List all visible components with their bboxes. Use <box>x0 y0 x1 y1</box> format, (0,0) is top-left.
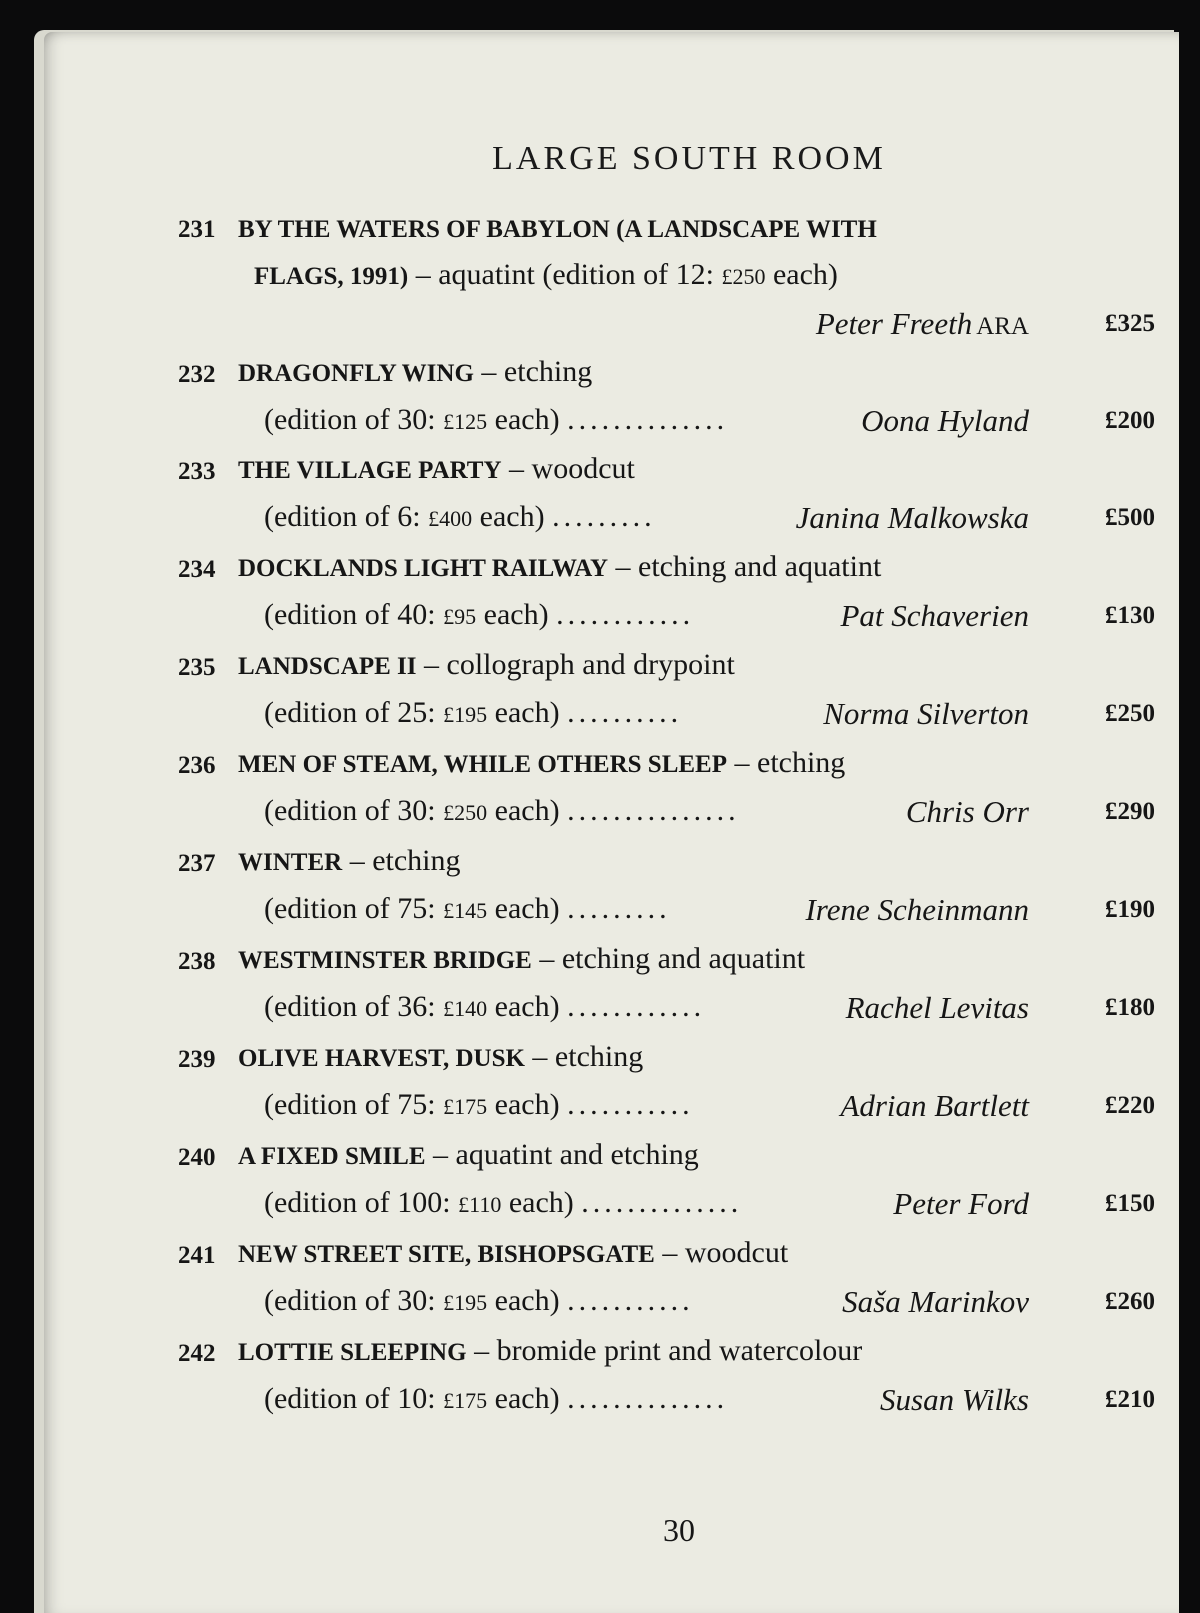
edition-price: £175 <box>443 1388 488 1413</box>
artist-name: Pat Schaverien <box>840 598 1029 633</box>
each-label: each) <box>494 892 560 925</box>
entry-medium: aquatint and etching <box>455 1138 699 1171</box>
edition-price: £175 <box>443 1094 488 1119</box>
dot-leader: .............. <box>567 1382 729 1415</box>
entry-number: 240 <box>178 1144 216 1171</box>
artist-name: Peter Freeth <box>815 306 973 341</box>
artist-name: Irene Scheinmann <box>805 892 1029 927</box>
edition-label: (edition of 100: <box>264 1186 451 1219</box>
edition-label: (edition of 30: <box>264 794 436 827</box>
entry-title: LANDSCAPE II <box>238 653 417 680</box>
entry-title: THE VILLAGE PARTY <box>238 457 502 484</box>
entry-price: £150 <box>1105 1190 1155 1217</box>
entry-title: OLIVE HARVEST, DUSK <box>238 1045 525 1072</box>
entry-title: NEW STREET SITE, BISHOPSGATE <box>238 1241 655 1268</box>
each-label: each) <box>508 1186 574 1219</box>
edition-price: £125 <box>443 409 488 434</box>
edition-price: £95 <box>443 604 477 629</box>
edition-price: £140 <box>443 996 488 1021</box>
each-label: each) <box>494 1284 560 1317</box>
entry-title-continued: FLAGS, 1991) <box>254 263 409 290</box>
entry-title: BY THE WATERS OF BABYLON (A LANDSCAPE WITH <box>238 216 877 243</box>
each-label: each) <box>483 598 549 631</box>
entry-title: WESTMINSTER BRIDGE <box>238 947 532 974</box>
entry-medium: woodcut <box>684 1236 789 1269</box>
artist-name: Susan Wilks <box>880 1382 1029 1417</box>
catalogue-entry: 233 THE VILLAGE PARTY – woodcut (edition of 6: £400 each) ......... Janina Malkowska £500 <box>178 452 1155 535</box>
entry-title: DRAGONFLY WING <box>238 360 474 387</box>
each-label: each) <box>494 1088 560 1121</box>
entry-price: £260 <box>1105 1288 1155 1315</box>
entry-artist <box>816 306 1029 342</box>
entry-price: £210 <box>1105 1386 1155 1413</box>
entry-medium: etching and aquatint <box>561 942 806 975</box>
entry-number: 231 <box>178 216 216 243</box>
edition-price: £400 <box>428 506 473 531</box>
dot-leader: ........... <box>567 1284 694 1317</box>
artist-suffix: ARA <box>976 313 1029 340</box>
dot-leader: ............... <box>567 794 740 827</box>
entry-number: 242 <box>178 1340 216 1367</box>
entry-medium: etching <box>372 844 461 877</box>
catalogue-entry: 242 LOTTIE SLEEPING – bromide print and watercolour (edition of 10: £175 each) .............. Susan Wilks £210 <box>178 1334 1155 1417</box>
dot-leader: ............ <box>567 990 706 1023</box>
entry-number: 235 <box>178 654 216 681</box>
entry-price: £250 <box>1105 700 1155 727</box>
entry-number: 236 <box>178 752 216 779</box>
dot-leader: ......... <box>552 500 656 533</box>
entry-number: 233 <box>178 458 216 485</box>
entry-price: £190 <box>1105 896 1155 923</box>
dot-leader: ............ <box>556 598 695 631</box>
edition-price: £250 <box>443 800 488 825</box>
edition-price: £145 <box>443 898 488 923</box>
entry-detail: FLAGS, 1991) – aquatint (edition of 12: £250 each) <box>254 258 838 291</box>
entry-price: £220 <box>1105 1092 1155 1119</box>
catalogue-entry: 234 DOCKLANDS LIGHT RAILWAY – etching and aquatint (edition of 40: £95 each) ............ Pat Schaverien £130 <box>178 550 1155 633</box>
page-number: 30 <box>663 1512 695 1548</box>
each-label: each) <box>494 794 560 827</box>
edition-label: (edition of 6: <box>264 500 421 533</box>
edition-label: (edition of 75: <box>264 892 436 925</box>
dot-leader: .......... <box>567 696 683 729</box>
each-label: each) <box>479 500 545 533</box>
artist-name: Janina Malkowska <box>795 500 1029 535</box>
entry-medium: bromide print and watercolour <box>496 1334 863 1367</box>
each-label: each) <box>772 258 838 291</box>
catalogue-entry: 239 OLIVE HARVEST, DUSK – etching (edition of 75: £175 each) ........... Adrian Bartlett £220 <box>178 1040 1155 1123</box>
catalogue-entry: 236 MEN OF STEAM, WHILE OTHERS SLEEP – etching (edition of 30: £250 each) ............... Chris Orr £290 <box>178 746 1155 829</box>
each-label: each) <box>494 1382 560 1415</box>
entry-price: £180 <box>1105 994 1155 1021</box>
entry-medium: aquatint (edition of 12: <box>438 258 714 291</box>
catalogue-entry: 240 A FIXED SMILE – aquatint and etching (edition of 100: £110 each) .............. Peter Ford £150 <box>178 1138 1155 1221</box>
edition-label: (edition of 25: <box>264 696 436 729</box>
edition-price: £110 <box>458 1192 502 1217</box>
entry-title: LOTTIE SLEEPING <box>238 1339 467 1366</box>
dot-leader: .............. <box>581 1186 743 1219</box>
entry-price: £500 <box>1105 504 1155 531</box>
catalogue-entry: 241 NEW STREET SITE, BISHOPSGATE – woodcut (edition of 30: £195 each) ........... Saša Marinkov £260 <box>178 1236 1155 1319</box>
artist-name: Chris Orr <box>905 794 1029 829</box>
entry-medium: etching <box>757 746 846 779</box>
edition-label: (edition of 30: <box>264 403 436 436</box>
entry-price: £130 <box>1105 602 1155 629</box>
edition-label: (edition of 40: <box>264 598 436 631</box>
edition-label: (edition of 36: <box>264 990 436 1023</box>
dot-leader: ........... <box>567 1088 694 1121</box>
room-heading: LARGE SOUTH ROOM <box>492 140 886 177</box>
each-label: each) <box>494 990 560 1023</box>
entry-price: £200 <box>1105 407 1155 434</box>
entry-medium: etching <box>503 355 593 388</box>
each-label: each) <box>494 403 560 436</box>
catalogue-page <box>44 32 1179 1613</box>
artist-name: Norma Silverton <box>823 696 1029 731</box>
edition-price: £195 <box>443 702 488 727</box>
edition-price: £195 <box>443 1290 488 1315</box>
dot-leader: ......... <box>567 892 671 925</box>
entry-title: A FIXED SMILE <box>238 1143 426 1170</box>
catalogue-entry: 232 DRAGONFLY WING – etching (edition of 30: £125 each) .............. Oona Hyland £200 <box>178 355 1155 438</box>
entry-number: 237 <box>178 850 216 877</box>
artist-name: Oona Hyland <box>861 403 1029 438</box>
edition-label: (edition of 10: <box>264 1382 436 1415</box>
artist-name: Peter Ford <box>893 1186 1029 1221</box>
entry-title: WINTER <box>238 849 343 876</box>
catalogue-entry: 237 WINTER – etching (edition of 75: £145 each) ......... Irene Scheinmann £190 <box>178 844 1155 927</box>
entry-number: 239 <box>178 1046 216 1073</box>
dot-leader: .............. <box>567 403 729 436</box>
entry-number: 234 <box>178 556 216 583</box>
entry-number: 241 <box>178 1242 216 1269</box>
artist-name: Rachel Levitas <box>845 990 1029 1025</box>
entry-price: £290 <box>1105 798 1155 825</box>
entry-title: DOCKLANDS LIGHT RAILWAY <box>238 555 609 582</box>
edition-label: (edition of 75: <box>264 1088 436 1121</box>
artist-name: Adrian Bartlett <box>840 1088 1029 1123</box>
entry-medium: etching <box>554 1040 644 1073</box>
catalogue-entry: 235 LANDSCAPE II – collograph and drypoint (edition of 25: £195 each) .......... Norma Silverton £250 <box>178 648 1155 731</box>
entry-number: 232 <box>178 361 216 388</box>
entry-medium: etching and aquatint <box>638 550 882 583</box>
each-label: each) <box>494 696 560 729</box>
catalogue-entry <box>44 210 1179 350</box>
edition-price: £250 <box>721 264 766 289</box>
entry-number: 238 <box>178 948 216 975</box>
edition-label: (edition of 30: <box>264 1284 436 1317</box>
artist-name: Saša Marinkov <box>842 1284 1029 1319</box>
entry-medium: collograph and drypoint <box>446 648 735 681</box>
catalogue-entry: 238 WESTMINSTER BRIDGE – etching and aquatint (edition of 36: £140 each) ............ Rachel Levitas £180 <box>178 942 1155 1025</box>
entry-medium: woodcut <box>531 452 635 485</box>
entry-title: MEN OF STEAM, WHILE OTHERS SLEEP <box>238 751 727 778</box>
entry-price: £325 <box>1105 310 1155 337</box>
